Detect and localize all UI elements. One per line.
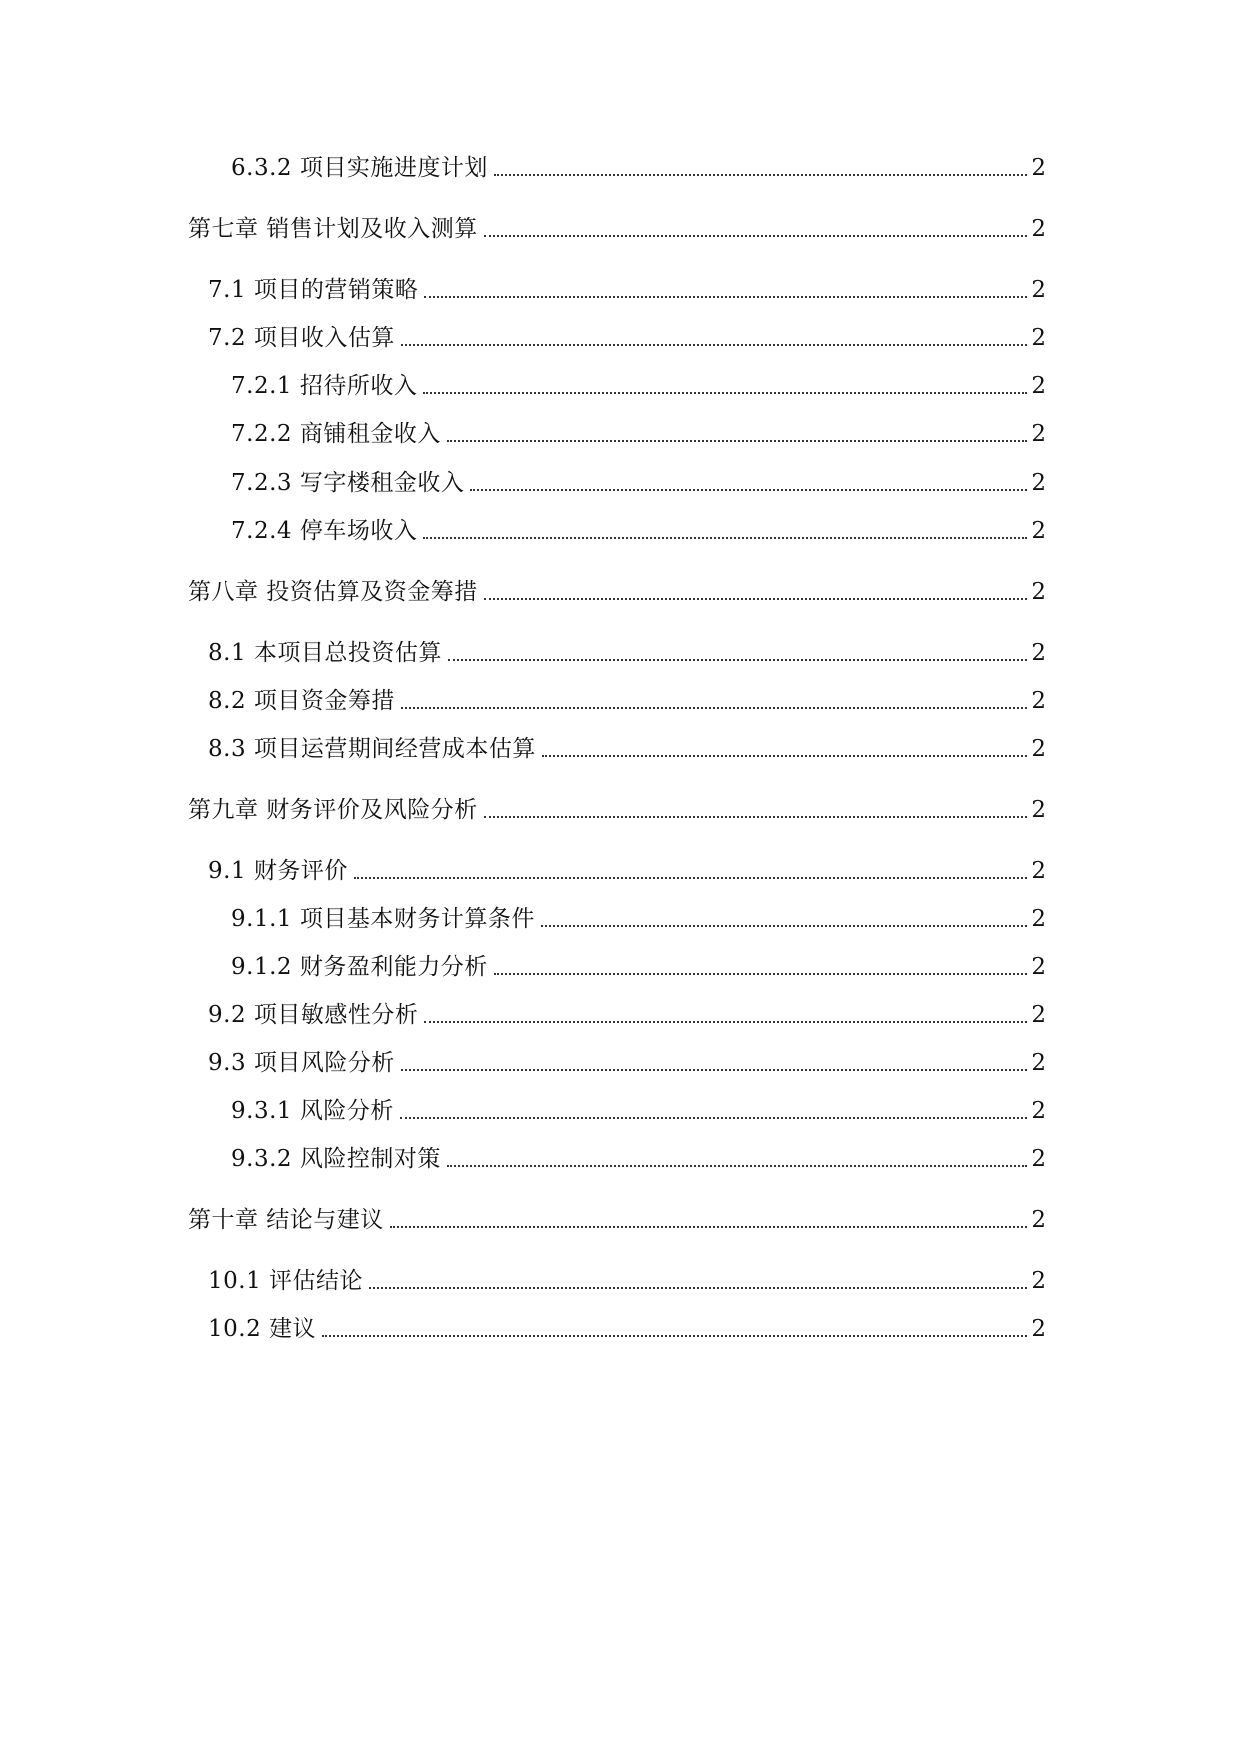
- toc-entry-8-2[interactable]: [0, 681, 1241, 715]
- toc-entry-7-2[interactable]: [0, 318, 1241, 352]
- dot-leader: [423, 392, 1027, 394]
- toc-page-number: 2: [1031, 1002, 1046, 1028]
- dot-leader: [494, 174, 1028, 176]
- toc-entry-title: 7.2.4 停车场收入: [231, 518, 418, 544]
- toc-entry-title: 10.1 评估结论: [208, 1268, 364, 1294]
- dot-leader: [424, 296, 1027, 298]
- toc-page-number: 2: [1031, 688, 1046, 714]
- dot-leader: [354, 877, 1027, 879]
- dot-leader: [541, 925, 1028, 927]
- dot-leader: [470, 489, 1027, 491]
- dot-leader: [448, 659, 1027, 661]
- toc-page-number: 2: [1031, 421, 1046, 447]
- dot-leader: [390, 1226, 1028, 1228]
- dot-leader: [424, 1021, 1027, 1023]
- toc-page-number: 2: [1031, 1268, 1046, 1294]
- dot-leader: [447, 1165, 1028, 1167]
- dot-leader: [542, 755, 1027, 757]
- toc-entry-title: 第八章 投资估算及资金筹措: [188, 579, 478, 605]
- toc-page-number: 2: [1031, 518, 1046, 544]
- toc-entry-10-2[interactable]: [0, 1309, 1241, 1343]
- toc-entry-title: 8.1 本项目总投资估算: [208, 640, 442, 666]
- toc-page-number: 2: [1031, 1207, 1046, 1233]
- toc-entry-7-2-1[interactable]: [0, 366, 1241, 400]
- toc-entry-title: 9.1.1 项目基本财务计算条件: [231, 906, 535, 932]
- toc-entry-7-2-4[interactable]: [0, 511, 1241, 545]
- toc-entry-title: 7.2.2 商铺租金收入: [231, 421, 441, 447]
- toc-page-number: 2: [1031, 858, 1046, 884]
- toc-entry-title: 9.1.2 财务盈利能力分析: [231, 954, 488, 980]
- toc-entry-title: 7.1 项目的营销策略: [208, 277, 419, 303]
- toc-page-number: 2: [1031, 736, 1046, 762]
- toc-entry-title: 9.3 项目风险分析: [208, 1050, 395, 1076]
- toc-entry-7-1[interactable]: [0, 270, 1241, 304]
- toc-entry-title: 7.2 项目收入估算: [208, 325, 395, 351]
- toc-entry-title: 8.2 项目资金筹措: [208, 688, 395, 714]
- toc-entry-title: 6.3.2 项目实施进度计划: [231, 155, 488, 181]
- toc-page-number: 2: [1031, 1098, 1046, 1124]
- toc-page-number: 2: [1031, 155, 1046, 181]
- toc-entry-chapter-10[interactable]: [0, 1200, 1241, 1234]
- dot-leader: [423, 537, 1027, 539]
- toc-page-number: 2: [1031, 1146, 1046, 1172]
- toc-entry-title: 9.3.2 风险控制对策: [231, 1146, 441, 1172]
- toc-entry-9-3-2[interactable]: [0, 1139, 1241, 1173]
- toc-entry-title: 7.2.3 写字楼租金收入: [231, 470, 465, 496]
- toc-entry-6-3-2[interactable]: [0, 148, 1241, 182]
- toc-page-number: 2: [1031, 373, 1046, 399]
- toc-entry-8-1[interactable]: [0, 633, 1241, 667]
- toc-page-number: 2: [1031, 216, 1046, 242]
- toc-entry-7-2-3[interactable]: [0, 463, 1241, 497]
- toc-entry-title: 7.2.1 招待所收入: [231, 373, 418, 399]
- toc-entry-10-1[interactable]: [0, 1261, 1241, 1295]
- dot-leader: [447, 440, 1028, 442]
- dot-leader: [400, 1117, 1028, 1119]
- toc-entry-8-3[interactable]: [0, 729, 1241, 763]
- toc-entry-title: 第九章 财务评价及风险分析: [188, 797, 478, 823]
- toc-entry-9-1-1[interactable]: [0, 899, 1241, 933]
- toc-entry-9-1[interactable]: [0, 851, 1241, 885]
- toc-page-number: 2: [1031, 579, 1046, 605]
- toc-entry-title: 9.2 项目敏感性分析: [208, 1002, 419, 1028]
- dot-leader: [484, 235, 1028, 237]
- toc-entry-9-3[interactable]: [0, 1043, 1241, 1077]
- toc-entry-title: 8.3 项目运营期间经营成本估算: [208, 736, 536, 762]
- toc-page-number: 2: [1031, 906, 1046, 932]
- toc-page-number: 2: [1031, 1050, 1046, 1076]
- toc-page-number: 2: [1031, 797, 1046, 823]
- toc-page-number: 2: [1031, 954, 1046, 980]
- dot-leader: [484, 816, 1028, 818]
- toc-entry-chapter-8[interactable]: [0, 572, 1241, 606]
- toc-entry-chapter-9[interactable]: [0, 790, 1241, 824]
- toc-entry-9-1-2[interactable]: [0, 947, 1241, 981]
- dot-leader: [484, 598, 1028, 600]
- toc-entry-7-2-2[interactable]: [0, 414, 1241, 448]
- toc-page-number: 2: [1031, 470, 1046, 496]
- toc-entry-9-2[interactable]: [0, 995, 1241, 1029]
- toc-entry-9-3-1[interactable]: [0, 1091, 1241, 1125]
- dot-leader: [369, 1287, 1027, 1289]
- toc-entry-title: 10.2 建议: [208, 1316, 317, 1342]
- toc-page-number: 2: [1031, 1316, 1046, 1342]
- toc-entry-title: 第十章 结论与建议: [188, 1207, 384, 1233]
- dot-leader: [401, 344, 1027, 346]
- toc-entry-title: 第七章 销售计划及收入测算: [188, 216, 478, 242]
- toc-page-number: 2: [1031, 277, 1046, 303]
- dot-leader: [401, 707, 1027, 709]
- toc-entry-title: 9.3.1 风险分析: [231, 1098, 394, 1124]
- toc-entry-title: 9.1 财务评价: [208, 858, 348, 884]
- dot-leader: [494, 973, 1028, 975]
- dot-leader: [322, 1335, 1027, 1337]
- dot-leader: [401, 1069, 1027, 1071]
- toc-page-number: 2: [1031, 640, 1046, 666]
- toc-entry-chapter-7[interactable]: [0, 209, 1241, 243]
- toc-page-number: 2: [1031, 325, 1046, 351]
